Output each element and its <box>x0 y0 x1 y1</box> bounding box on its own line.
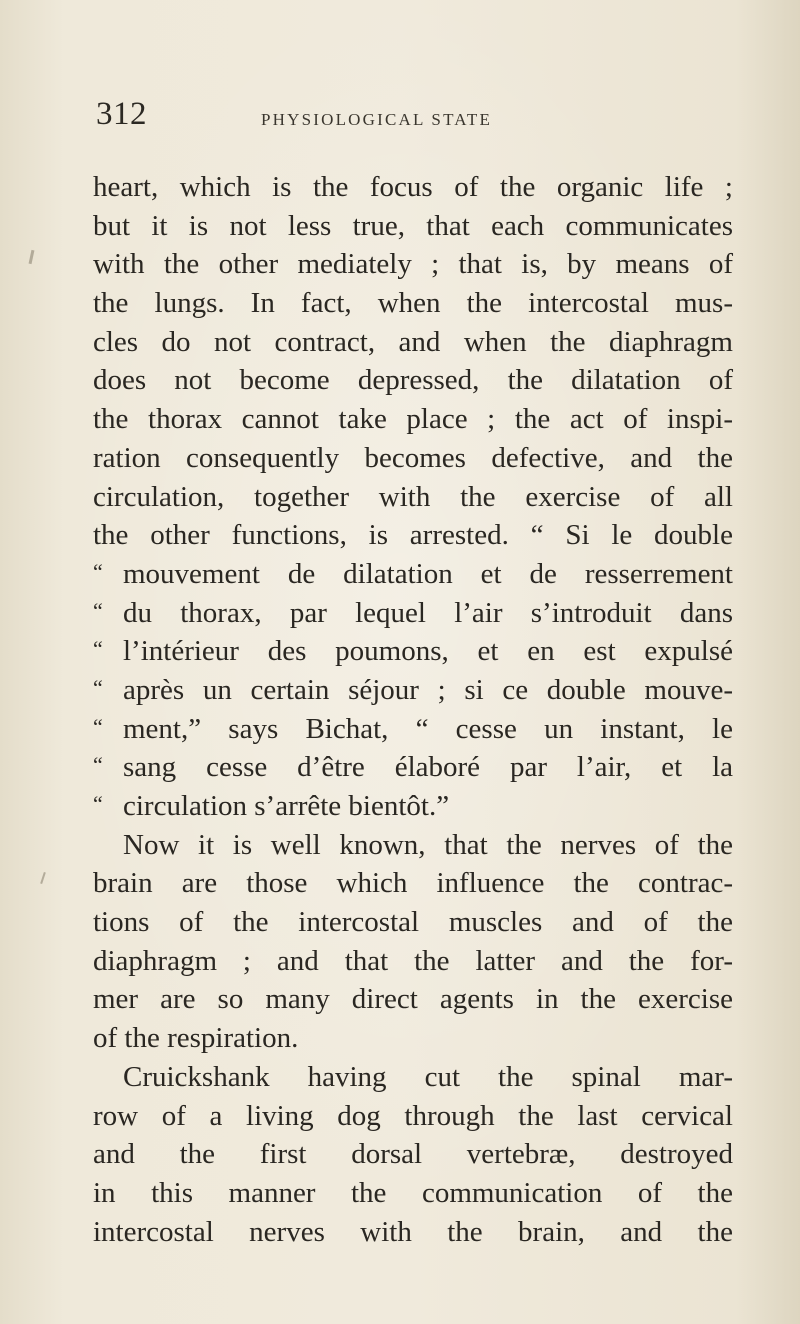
text-line: heart, which is the focus of the organic life ; <box>93 171 733 203</box>
quote-line <box>93 748 733 787</box>
body-text <box>93 168 733 1251</box>
text-line: in this manner the communication of the <box>93 1176 733 1209</box>
quote-mark: “ <box>93 558 103 584</box>
quote-line <box>93 594 733 633</box>
text-line: cles do not contract, and when the diaphragm <box>93 325 733 358</box>
running-head: PHYSIOLOGICAL STATE <box>261 110 493 129</box>
page-number: 312 <box>96 96 147 132</box>
text-line: does not become depressed, the dilatation of <box>93 364 733 397</box>
text-line: sang cesse d’être élaboré par l’air, et la <box>123 751 733 784</box>
quote-mark: “ <box>93 752 103 778</box>
text-line: circulation, together with the exercise of all <box>93 480 733 513</box>
text-line: tions of the intercostal muscles and of the <box>93 906 733 939</box>
quote-mark: “ <box>93 791 103 816</box>
quote-line <box>93 787 733 826</box>
text-line: the thorax cannot take place ; the act of inspi- <box>93 403 733 436</box>
text-line: ment,” says Bichat, “ cesse un instant, le <box>123 712 733 745</box>
text-line: with the other mediately ; that is, by means of <box>93 248 733 281</box>
text-line: the other functions, is arrested. “ Si le double <box>93 519 733 552</box>
text-line: du thorax, par lequel l’air s’introduit dans <box>123 596 733 629</box>
text-line: après un certain séjour ; si ce double mouve- <box>123 673 733 706</box>
text-line: brain are those which influence the contrac- <box>93 867 733 900</box>
text-line: mouvement de dilatation et de resserrement <box>123 557 733 590</box>
text-line: the lungs. In fact, when the intercostal mus- <box>93 287 733 320</box>
text-line: mer are so many direct agents in the exercise <box>93 983 733 1016</box>
page-header <box>96 96 726 136</box>
text-line: circulation s’arrête bientôt.” <box>123 790 450 822</box>
quote-line <box>93 632 733 671</box>
margin-mark <box>29 250 35 264</box>
quote-line <box>93 671 733 710</box>
quote-mark: “ <box>93 713 103 739</box>
text-line: diaphragm ; and that the latter and the for- <box>93 944 733 977</box>
text-line: Now it is well known, that the nerves of the <box>123 828 733 861</box>
quote-line <box>93 555 733 594</box>
text-line: of the respiration. <box>93 1022 299 1055</box>
quote-line <box>93 710 733 749</box>
text-line: and the first dorsal vertebræ, destroyed <box>93 1138 733 1171</box>
quote-mark: “ <box>93 636 103 662</box>
margin-mark <box>40 872 46 884</box>
text-line: Cruickshank having cut the spinal mar- <box>123 1060 733 1093</box>
quote-mark: “ <box>93 597 103 623</box>
text-line: intercostal nerves with the brain, and the <box>93 1215 733 1248</box>
text-line: l’intérieur des poumons, et en est expulsé <box>123 635 733 668</box>
text-line: row of a living dog through the last cervical <box>93 1099 733 1132</box>
text-line: ration consequently becomes defective, and the <box>93 441 733 474</box>
quote-mark: “ <box>93 674 103 700</box>
text-line: but it is not less true, that each communicates <box>93 209 733 242</box>
